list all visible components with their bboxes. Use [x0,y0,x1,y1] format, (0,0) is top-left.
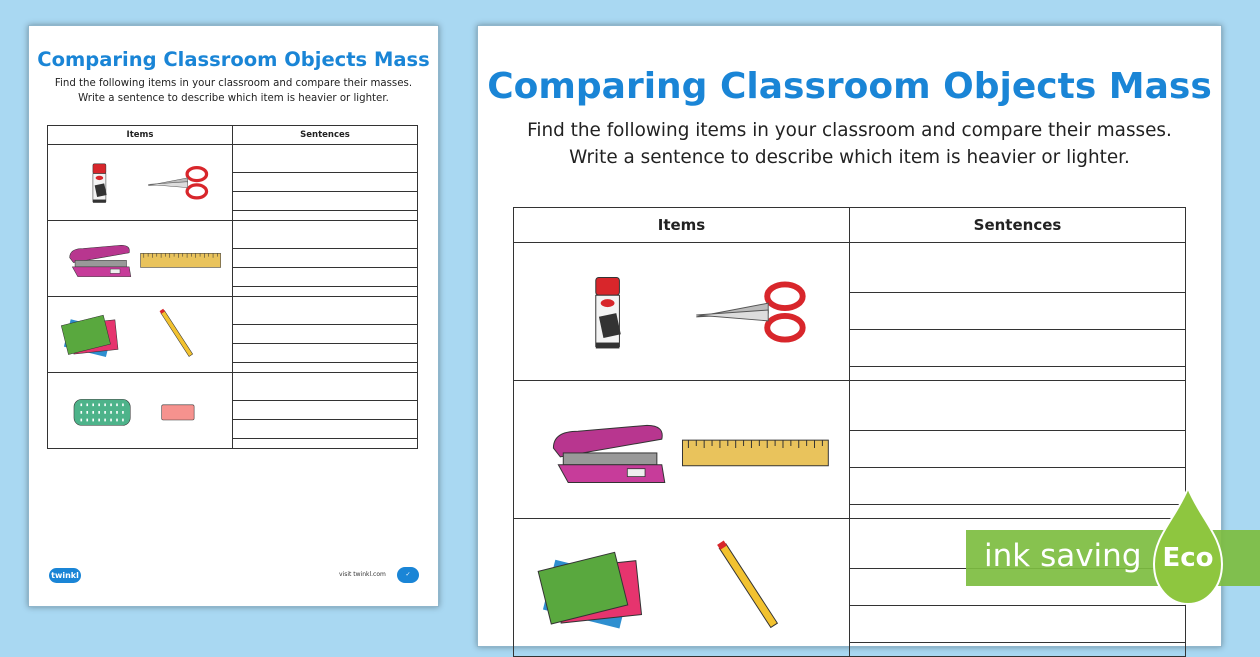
table-row [48,221,418,297]
worksheet-intro: Find the following items in your classroom and compare their masses. Write a sentence to describe which item is heavier or lighter. [527,120,1172,168]
twinkl-logo: twinkl [49,568,81,583]
eraser-icon [162,405,194,420]
items-column-header: Items [48,126,233,145]
sentence-lines[interactable] [850,243,1186,381]
pencil-icon [717,541,777,628]
worksheet-title: Comparing Classroom Objects Mass [37,48,430,71]
sentence-lines[interactable] [233,145,418,221]
row-illustration [514,243,849,380]
items-table [47,125,418,449]
worksheet-thumbnail [28,25,439,607]
table-row [48,373,418,449]
ruler-icon [141,253,221,267]
sentence-lines[interactable] [233,373,418,449]
sticky-notes-icon [538,552,641,628]
sentence-lines[interactable] [233,221,418,297]
row-illustration [48,145,232,220]
sentences-column-header: Sentences [233,126,418,145]
pencil-icon [160,309,193,357]
pencil-case-icon [74,399,130,425]
row-illustration [514,519,849,656]
scissors-icon [696,284,802,339]
eco-ink-saving-badge [966,488,1260,630]
worksheet-title: Comparing Classroom Objects Mass [487,66,1212,107]
eco-word: Eco [1162,543,1214,573]
table-row [514,243,1186,381]
sentence-lines[interactable] [233,297,418,373]
sentences-column-header: Sentences [850,208,1186,243]
glue-stick-icon [596,278,621,349]
stapler-icon [70,245,131,276]
row-illustration [48,297,232,372]
sticky-notes-icon [61,315,118,357]
table-row [48,297,418,373]
ruler-icon [682,440,828,466]
row-illustration [48,373,232,448]
stapler-icon [553,425,664,482]
twinkl-badge-icon: ✓ [397,567,419,583]
scissors-icon [148,168,206,198]
row-illustration [514,381,849,518]
ink-saving-label: ink saving [984,538,1142,574]
items-column-header: Items [514,208,850,243]
worksheet-intro: Find the following items in your classroom and compare their masses. Write a sentence to describe which item is heavier or lighter. [54,78,413,104]
row-illustration [48,221,232,296]
glue-stick-icon [93,164,107,203]
footer-url: visit twinkl.com [339,571,386,578]
table-row [48,145,418,221]
